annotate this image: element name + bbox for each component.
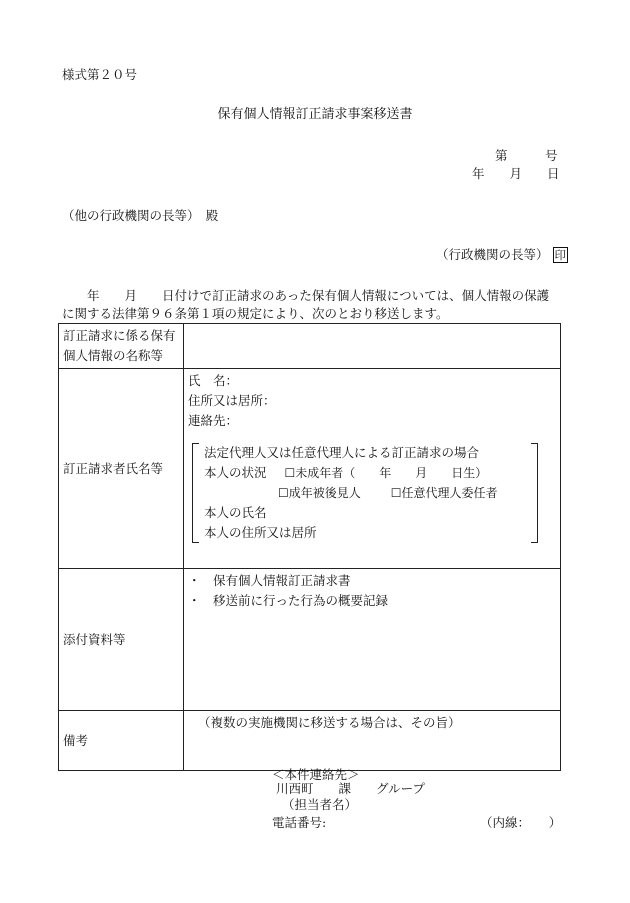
table-row-attachments (59, 569, 561, 711)
seal-mark: 印 (554, 248, 567, 262)
attachment-item-1: ・ 保有個人情報訂正請求書 (188, 573, 351, 588)
remarks-value (184, 711, 561, 771)
document-number: 第 号 (495, 148, 558, 163)
label-personal-info-name: 訂正請求に係る保有 個人情報の名称等 (59, 324, 184, 369)
contact-phone: 電話番号: (272, 815, 327, 830)
principal-status-row (204, 463, 530, 483)
status-label: 本人の状況 (204, 465, 267, 480)
remarks-note: （複数の実施機関に移送する場合は、その旨） (198, 715, 461, 730)
proxy-title: 法定代理人又は任意代理人による訂正請求の場合 (204, 445, 480, 460)
label-remarks: 備考 (59, 711, 184, 771)
document-date: 年 月 日 (472, 166, 560, 181)
name-label: 氏 名： (188, 373, 239, 388)
contact-label: 連絡先： (188, 413, 239, 428)
table-row-remarks (59, 711, 561, 771)
sender (436, 247, 568, 263)
contact-person: （担当者名） (282, 797, 358, 812)
document-title: 保有個人情報訂正請求事案移送書 (217, 107, 413, 122)
label-requester: 訂正請求者氏名等 (59, 369, 184, 569)
transfer-form-table (58, 323, 561, 771)
principal-address-label: 本人の住所又は居所 (204, 525, 317, 541)
address-label: 住所又は居所： (188, 393, 276, 408)
attachments-list (184, 569, 561, 711)
status-options-row (204, 483, 530, 503)
contact-extension: （内線： ） (480, 815, 562, 830)
checkbox-voluntary-agent[interactable]: ☐任意代理人委任者 (390, 486, 498, 501)
form-number: 様式第２０号 (62, 67, 138, 82)
checkbox-adult-guardian[interactable]: ☐成年被後見人 (278, 486, 361, 501)
sender-label: （行政機関の長等） (436, 247, 549, 262)
attachment-item-2: ・ 移送前に行った行為の概要記録 (188, 593, 389, 608)
checkbox-minor[interactable]: ☐未成年者（ 年 月 日生） (284, 466, 488, 480)
value-personal-info-name (184, 324, 561, 369)
contact-heading: ＜本件連絡先＞ (272, 767, 360, 782)
proxy-request-section (192, 443, 538, 543)
recipient: （他の行政機関の長等） 殿 (62, 208, 219, 223)
principal-name-label: 本人の氏名 (204, 505, 267, 521)
left-bracket (192, 443, 199, 543)
label-attachments: 添付資料等 (59, 569, 184, 711)
right-bracket (531, 443, 538, 543)
requester-details (184, 369, 561, 569)
table-row-personal-info (59, 324, 561, 369)
table-row-requester (59, 369, 561, 569)
intro-line-1: 年 月 日付けで訂正請求のあった保有個人情報については、個人情報の保護 (62, 288, 550, 303)
intro-line-2: に関する法律第９６条第１項の規定により、次のとおり移送します。 (62, 306, 449, 321)
contact-department: 川西町 課 グループ (276, 781, 426, 796)
